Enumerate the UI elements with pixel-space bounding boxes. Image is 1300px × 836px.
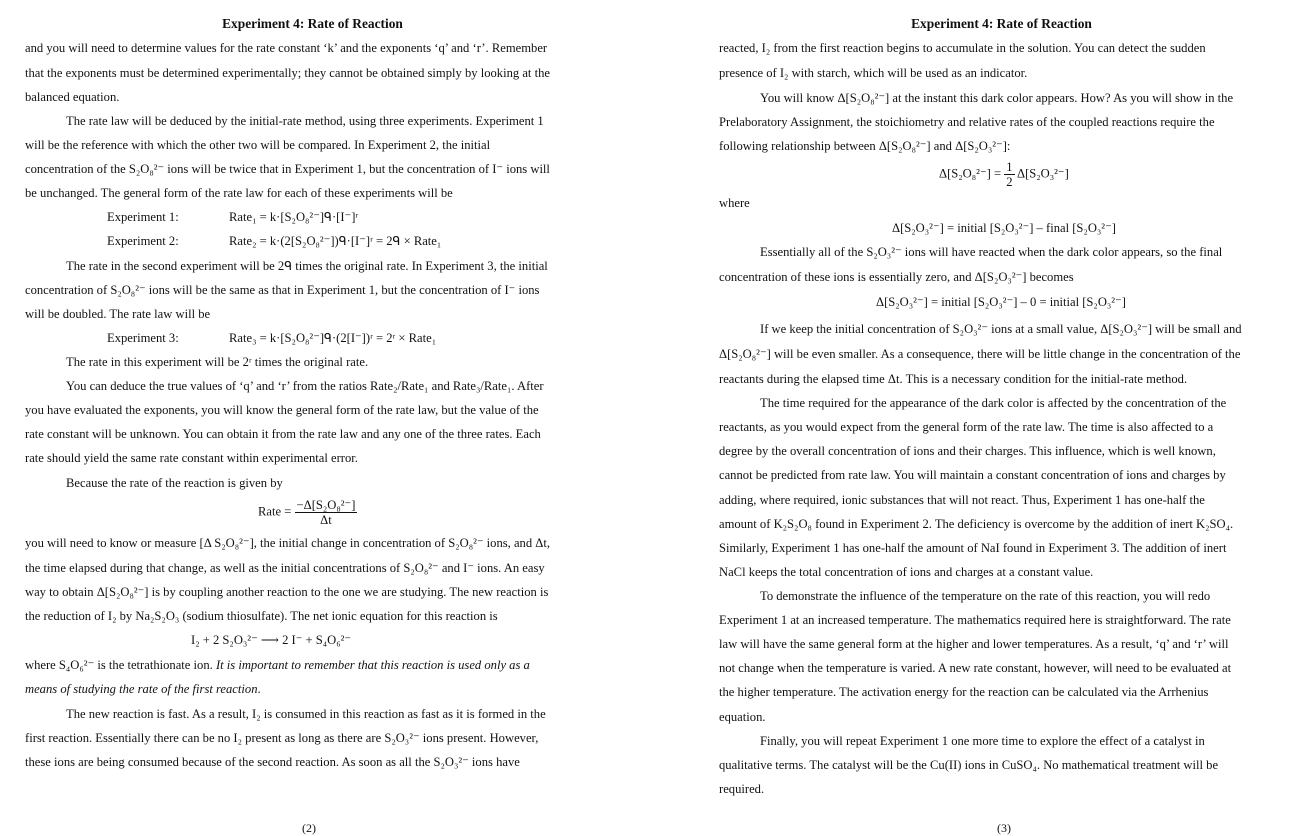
rate-equation (258, 498, 357, 527)
exp1-label: Experiment 1: (107, 210, 179, 224)
stoichiometry-relation (939, 160, 1069, 189)
text-line: You can deduce the true values of ‘q’ and ‘r’ from the ratios Rate₂/Rate₁ and Rate₃/Rate₁. After (66, 379, 544, 393)
italic-note-end: means of studying the rate of the first reaction (25, 682, 258, 696)
text-line: rate should yield the same rate constant within experimental error. (25, 451, 358, 465)
text-line (25, 657, 530, 673)
text-line: these ions are being consumed because of the second reaction. As soon as all the S₂O₃²⁻ ions have (25, 755, 520, 769)
text-line: following relationship between Δ[S₂O₈²⁻] and Δ[S₂O₃²⁻]: (719, 139, 1011, 153)
text-line: concentration of the S₂O₈²⁻ ions will be twice that in Experiment 1, but the concentration of I⁻ ions will (25, 162, 550, 176)
text-line: The rate in this experiment will be 2ʳ times the original rate. (66, 355, 369, 369)
text-line: Prelaboratory Assignment, the stoichiometry and relative rates of the coupled reactions require the (719, 115, 1215, 129)
text-line: where (719, 196, 750, 210)
text-line: required. (719, 782, 765, 796)
exp2-label: Experiment 2: (107, 234, 179, 248)
rate-lhs: Rate = (258, 504, 292, 519)
text-line: will be the reference with which the other two will be compared. In Experiment 2, the initial (25, 138, 491, 152)
text-line: The rate law will be deduced by the initial-rate method, using three experiments. Experiment 1 (66, 114, 544, 128)
exp2-equation: Rate₂ = k·(2[S₂O₈²⁻])ᑫ·[I⁻]ʳ = 2ᑫ × Rate₁ (229, 234, 442, 248)
tetrathionate-sentence: where S₄O₆²⁻ is the tetrathionate ion. (25, 658, 213, 672)
exp1-equation: Rate₁ = k·[S₂O₈²⁻]ᑫ·[I⁻]ʳ (229, 210, 359, 224)
italic-note: It is important to remember that this reaction is used only as a (215, 658, 530, 672)
page-header: Experiment 4: Rate of Reaction (911, 16, 1092, 31)
text-line: The rate in the second experiment will be 2ᑫ times the original rate. In Experiment 3, the initial (66, 259, 548, 273)
text-line: adding, where required, ionic substances that will not react. Thus, Experiment 1 has one-half the (719, 493, 1205, 507)
delta-definition: Δ[S₂O₃²⁻] = initial [S₂O₃²⁻] – final [S₂O₃²⁻] (892, 221, 1116, 235)
text-line: To demonstrate the influence of the temperature on the rate of this reaction, you will redo (760, 589, 1211, 603)
text-line: The new reaction is fast. As a result, I₂ is consumed in this reaction as fast as it is formed in the (66, 707, 546, 721)
text-line: reactants during the elapsed time Δt. This is a necessary condition for the initial-rate method. (719, 372, 1188, 386)
text-line: NaCl keeps the total concentration of ions and charges at a constant value. (719, 565, 1094, 579)
page-header: Experiment 4: Rate of Reaction (222, 16, 403, 31)
text-line: Because the rate of the reaction is given by (66, 476, 283, 490)
exp3-equation: Rate₃ = k·[S₂O₈²⁻]ᑫ·(2[I⁻])ʳ = 2ʳ × Rate₁ (229, 331, 437, 345)
relation-rhs: Δ[S₂O₃²⁻] (1016, 166, 1069, 181)
text-line: reactants, as you would expect from the general form of the rate law. The time is also affected to a (719, 420, 1214, 434)
exp3-label: Experiment 3: (107, 331, 179, 345)
text-line: Essentially all of the S₂O₃²⁻ ions will have reacted when the dark color appears, so the final (760, 245, 1223, 259)
text-line: reacted, I₂ from the first reaction begins to accumulate in the solution. You can detect the sudden (719, 41, 1206, 55)
text-line: rate constant will be unknown. You can obtain it from the rate law and any one of the three rates. Each (25, 427, 541, 441)
rate-numerator: −Δ[S₂O₈²⁻] (296, 498, 356, 512)
text-line: Finally, you will repeat Experiment 1 one more time to explore the effect of a catalyst in (760, 734, 1205, 748)
text-line: Experiment 1 at an increased temperature. The mathematics required here is straightforward. The rate (719, 613, 1231, 627)
text-line: not change when the temperature is varied. A new rate constant, however, will need to be evaluated at (719, 661, 1232, 675)
rate-fraction (295, 498, 358, 527)
text-line: that the exponents must be determined experimentally; they cannot be obtained simply by looking at the (25, 66, 550, 80)
text-line: The time required for the appearance of the dark color is affected by the concentration of the (760, 396, 1227, 410)
text-line: degree by the overall concentration of ions and their charges. This influence, which is well known, (719, 444, 1216, 458)
text-line: you have evaluated the exponents, you will know the general form of the rate law, but the value of the (25, 403, 539, 417)
half-denominator: 2 (1006, 175, 1013, 189)
delta-initial: Δ[S₂O₃²⁻] = initial [S₂O₃²⁻] – 0 = initial [S₂O₃²⁻] (876, 295, 1126, 309)
text-line: the time elapsed during that change, as well as the initial concentrations of S₂O₈²⁻ and I⁻ ions. An easy (25, 561, 545, 575)
text-line: will be doubled. The rate law will be (25, 307, 211, 321)
text-line: balanced equation. (25, 90, 120, 104)
text-line: first reaction. Essentially there can be no I₂ present as long as there are S₂O₃²⁻ ions present. However, (25, 731, 539, 745)
text-line: and you will need to determine values for the rate constant ‘k’ and the exponents ‘q’ and ‘r’. Remember (25, 41, 548, 55)
text-line: be unchanged. The general form of the rate law for each of these experiments will be (25, 186, 453, 200)
text-line: presence of I₂ with starch, which will be used as an indicator. (719, 66, 1028, 80)
page-number: (3) (997, 821, 1011, 835)
relation-lhs: Δ[S₂O₈²⁻] = (939, 166, 1002, 181)
text-line: You will know Δ[S₂O₈²⁻] at the instant this dark color appears. How? As you will show in the (760, 91, 1234, 105)
page-number: (2) (302, 821, 316, 835)
half-fraction (1004, 160, 1014, 189)
text-line: law will have the same general form at the higher and lower temperatures. As a result, ‘q’ and ‘r’ will (719, 637, 1229, 651)
text-line: Δ[S₂O₈²⁻] will be even smaller. As a consequence, there will be little change in the concentration of the (719, 347, 1241, 361)
rate-denominator: Δt (320, 513, 332, 527)
text-line: concentration of these ions is essentially zero, and Δ[S₂O₃²⁻] becomes (719, 270, 1074, 284)
text-line: the reduction of I₂ by Na₂S₂O₃ (sodium thiosulfate). The net ionic equation for this reaction is (25, 609, 498, 623)
text-line: equation. (719, 710, 766, 724)
text-line: If we keep the initial concentration of S₂O₃²⁻ ions at a small value, Δ[S₂O₃²⁻] will be small and (760, 322, 1242, 336)
text-line: Similarly, Experiment 1 has one-half the amount of NaI found in Experiment 3. The addition of inert (719, 541, 1227, 555)
half-numerator: 1 (1006, 160, 1013, 174)
text-line: concentration of S₂O₈²⁻ ions will be the same as that in Experiment 1, but the concentration of I⁻ ions (25, 283, 540, 297)
text-line: means of studying the rate of the first reaction. (25, 682, 261, 696)
text-line: you will need to know or measure [Δ S₂O₈²⁻], the initial change in concentration of S₂O₈²⁻ ions, and Δt, (25, 536, 551, 550)
text-line: cannot be predicted from rate law. You will maintain a constant concentration of ions and charges by (719, 468, 1226, 482)
text-line: qualitative terms. The catalyst will be the Cu(II) ions in CuSO₄. No mathematical treatment will be (719, 758, 1219, 772)
reaction-equation: I₂ + 2 S₂O₃²⁻ ⟶ 2 I⁻ + S₄O₆²⁻ (191, 633, 352, 647)
text-line: way to obtain Δ[S₂O₈²⁻] is by coupling another reaction to the one we are studying. The new reaction is (25, 585, 549, 599)
text-line: the higher temperature. The activation energy for the reaction can be calculated via the Arrhenius (719, 685, 1209, 699)
text-line: amount of K₂S₂O₈ found in Experiment 2. The deficiency is overcome by the addition of inert K₂SO₄. (719, 517, 1234, 531)
